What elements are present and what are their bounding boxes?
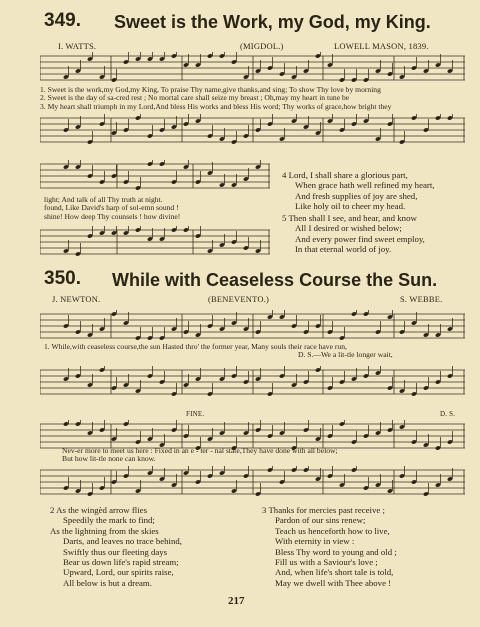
verse-line: And, when life's short tale is told,	[275, 567, 394, 578]
lyric-line: shine! How deep Thy counsels ! how divine!	[44, 211, 181, 221]
hymn-number: 350.	[44, 268, 81, 289]
lyric-line: 3. My heart shall triumph in my Lord,And bless His works and bless His word; Thy works of grace,how bright they	[40, 101, 392, 111]
lyrics-block	[44, 196, 180, 221]
lyric-line-ds: D. S.—We a lit-tle longer wait,	[298, 350, 393, 359]
hymn-author: J. NEWTON.	[52, 294, 101, 304]
lyric-line: found, Like David's harp of sol-emn sound !	[44, 203, 179, 213]
verse-line: 5 Then shall I see, and hear, and know	[282, 213, 417, 223]
verse-line: And fresh supplies of joy are shed,	[295, 190, 418, 201]
music-staff-treble	[40, 310, 465, 342]
lyric-line: light; And talk of all Thy truth at night.	[44, 195, 163, 204]
music-staff-treble	[40, 52, 465, 84]
verse-line: When grace hath well refined my heart,	[295, 180, 435, 191]
verse-line: 4 Lord, I shall share a glorious part,	[282, 170, 408, 180]
music-staff-bass	[40, 114, 465, 146]
page-number: 217	[228, 595, 245, 607]
hymn-composer: LOWELL MASON, 1839.	[334, 41, 429, 51]
tune-name: (MIGDOL.)	[240, 41, 284, 51]
hymn-title: Sweet is the Work, my God, my King.	[114, 12, 431, 32]
lyrics-block	[40, 86, 391, 111]
verse-2	[50, 505, 182, 588]
verse-line: As the lightning from the skies	[50, 525, 159, 536]
verse-line: 3 Thanks for mercies past receive ;	[262, 505, 385, 515]
verse-line: 2 As the wingèd arrow flies	[50, 505, 147, 515]
lyrics-block	[62, 447, 338, 464]
ds-marker: D. S.	[440, 410, 456, 418]
fine-marker: FINE.	[186, 410, 205, 418]
lyric-line: 2. Sweet is the day of sa-cred rest ; No mortal care shall seize my breast ; Oh,may my heart in tune be	[40, 93, 350, 103]
verse-line: Fill us with a Saviour's love ;	[275, 557, 378, 568]
verse-line: Darts, and leaves no trace behind,	[63, 536, 182, 547]
verse-line: Pardon of our sins renew;	[275, 515, 366, 526]
tune-name: (BENEVENTO.)	[208, 294, 270, 304]
verse-line: Upward, Lord, our spirits raise,	[63, 567, 174, 578]
lyric-line: But how lit-tle none can know.	[62, 454, 156, 464]
verse-line: Bless Thy word to young and old ;	[275, 546, 397, 557]
verse-line: With eternity in view :	[275, 536, 355, 547]
verse-line: All I desired or wished below;	[295, 223, 402, 234]
verse-line: And every power find sweet employ,	[295, 233, 425, 244]
verse-line: Like holy oil to cheer my head.	[295, 201, 406, 212]
verse-line: In that eternal world of joy.	[295, 244, 392, 255]
lyric-line: 1. Sweet is the work,my God,my King, To praise Thy name,give thanks,and sing; To show Thy love by morning	[40, 85, 381, 94]
hymn-title: While with Ceaseless Course the Sun.	[112, 270, 438, 290]
verse-3	[262, 505, 397, 588]
music-staff-bass	[40, 226, 270, 258]
lyric-line: Nev-er more to meet us here : Fixed in an e - ter - nal state,They have done with all below;	[62, 446, 338, 455]
music-staff-bass	[40, 466, 465, 498]
music-staff-bass	[40, 366, 465, 398]
music-staff-treble	[40, 160, 270, 192]
verse-line: Bear us down life's rapid stream;	[63, 557, 179, 568]
verse-4	[282, 170, 434, 212]
hymn-composer: S. WEBBE.	[400, 294, 443, 304]
verse-line: All below is but a dream.	[63, 577, 152, 588]
verse-line: May we dwell with Thee above !	[275, 577, 392, 588]
verse-line: Swiftly thus our fleeting days	[63, 546, 168, 557]
verse-line: Teach us henceforth how to live,	[275, 525, 390, 536]
verse-5	[282, 213, 425, 255]
hymn-author: I. WATTS.	[58, 41, 97, 51]
verse-line: Speedily the mark to find;	[63, 515, 155, 526]
lyric-line: 1. While,with ceaseless course,the sun Hasted thro' the former year, Many souls their race have run,	[44, 342, 347, 351]
hymn-number: 349.	[44, 10, 81, 31]
